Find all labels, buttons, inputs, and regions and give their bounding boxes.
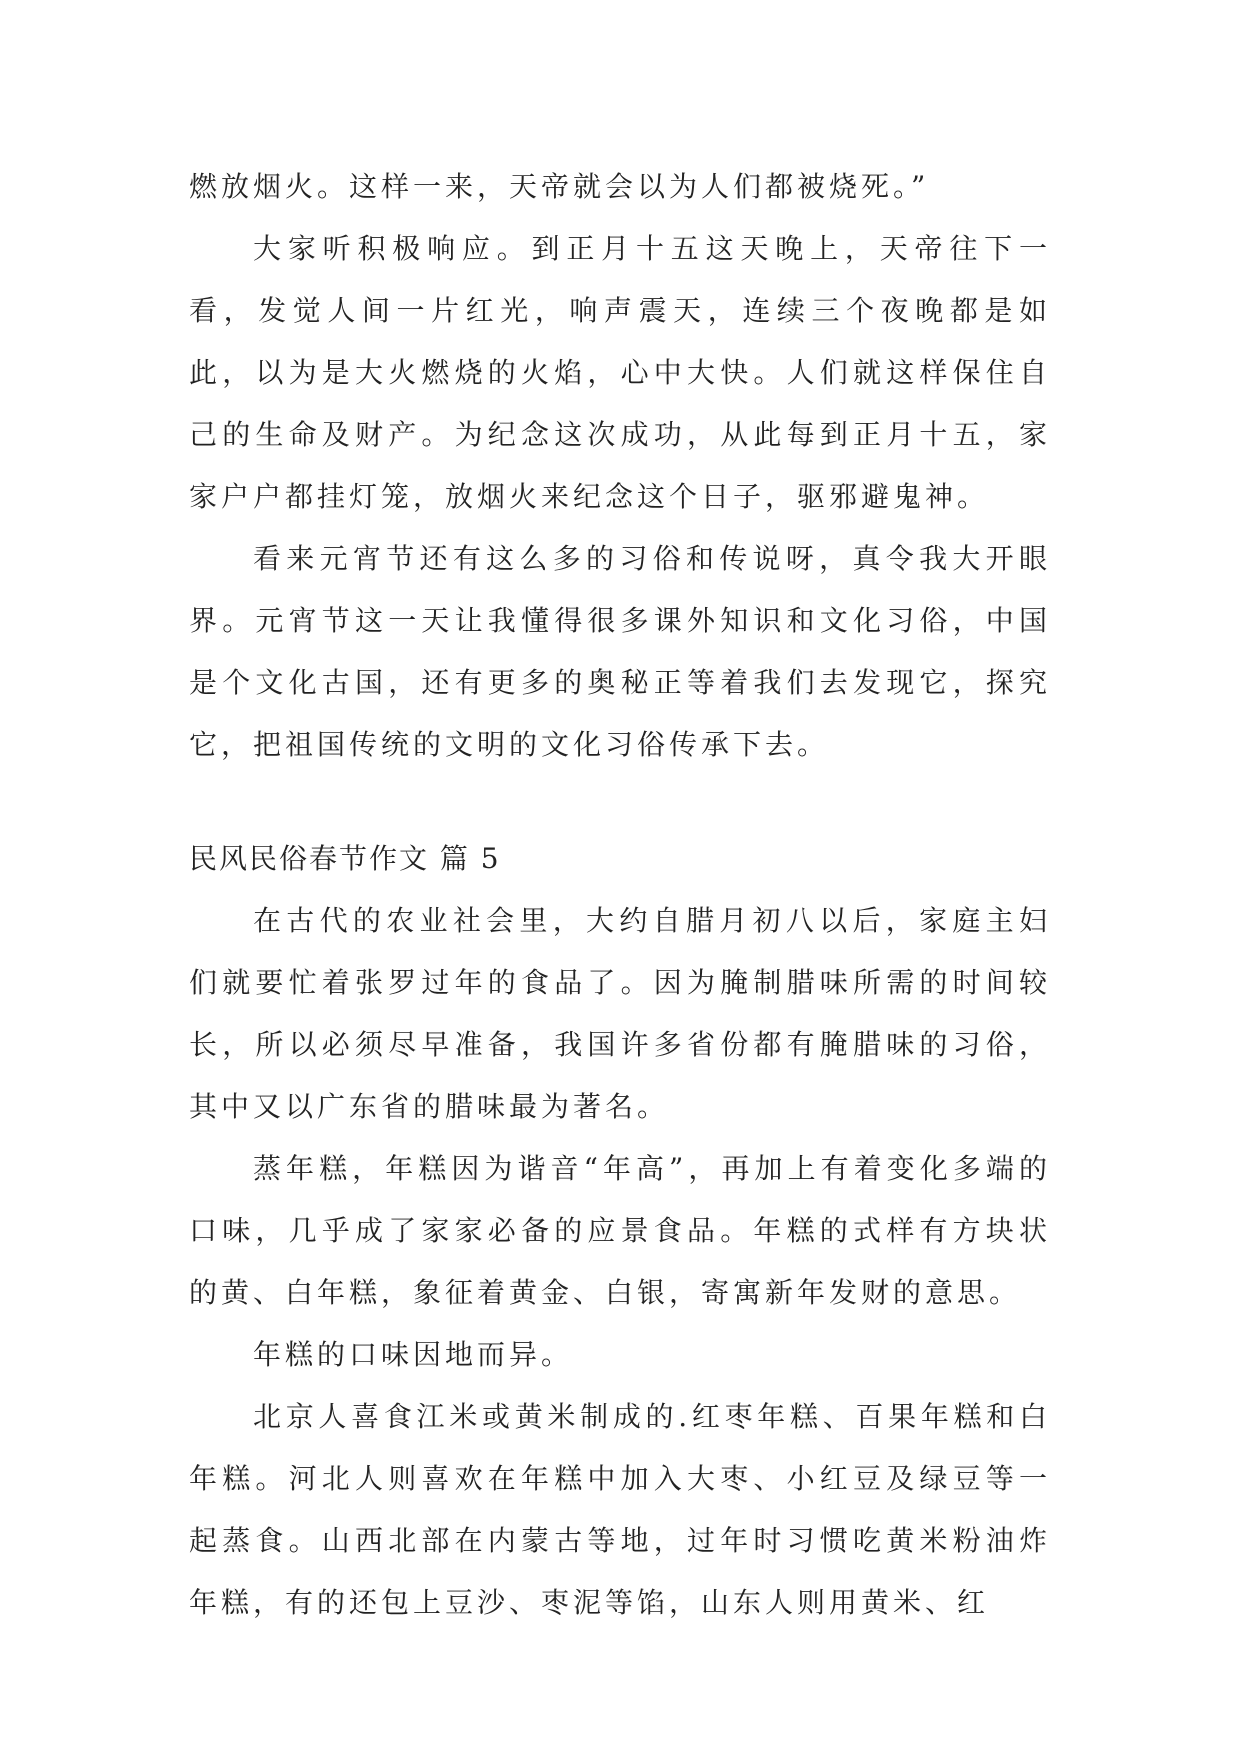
paragraph: 北京人喜食江米或黄米制成的.红枣年糕、百果年糕和白年糕。河北人则喜欢在年糕中加入大枣、小红豆及绿豆等一起蒸食。山西北部在内蒙古等地，过年时习惯吃黄米粉油炸年糕，有的还包上豆沙、枣泥等馅，山东人则用黄米、红	[189, 1400, 1051, 1619]
paragraph: 年糕的口味因地而异。	[253, 1338, 574, 1371]
paragraph: 蒸年糕，年糕因为谐音“年高”，再加上有着变化多端的口味，几乎成了家家必备的应景食品。年糕的式样有方块状的黄、白年糕，象征着黄金、白银，寄寓新年发财的意思。	[189, 1152, 1051, 1309]
document-body	[189, 156, 1051, 1634]
section-heading: 民风民俗春节作文 篇 5	[189, 842, 501, 875]
paragraph: 看来元宵节还有这么多的习俗和传说呀，真令我大开眼界。元宵节这一天让我懂得很多课外知识和文化习俗，中国是个文化古国，还有更多的奥秘正等着我们去发现它，探究它，把祖国传统的文明的文化习俗传承下去。	[189, 542, 1051, 761]
paragraph: 大家听积极响应。到正月十五这天晚上，天帝往下一看，发觉人间一片红光，响声震天，连续三个夜晚都是如此，以为是大火燃烧的火焰，心中大快。人们就这样保住自己的生命及财产。为纪念这次成功，从此每到正月十五，家家户户都挂灯笼，放烟火来纪念这个日子，驱邪避鬼神。	[189, 232, 1051, 513]
paragraph-continuation: 燃放烟火。这样一来，天帝就会以为人们都被烧死。”	[189, 170, 930, 203]
paragraph: 在古代的农业社会里，大约自腊月初八以后，家庭主妇们就要忙着张罗过年的食品了。因为腌制腊味所需的时间较长，所以必须尽早准备，我国许多省份都有腌腊味的习俗，其中又以广东省的腊味最为著名。	[189, 904, 1051, 1123]
